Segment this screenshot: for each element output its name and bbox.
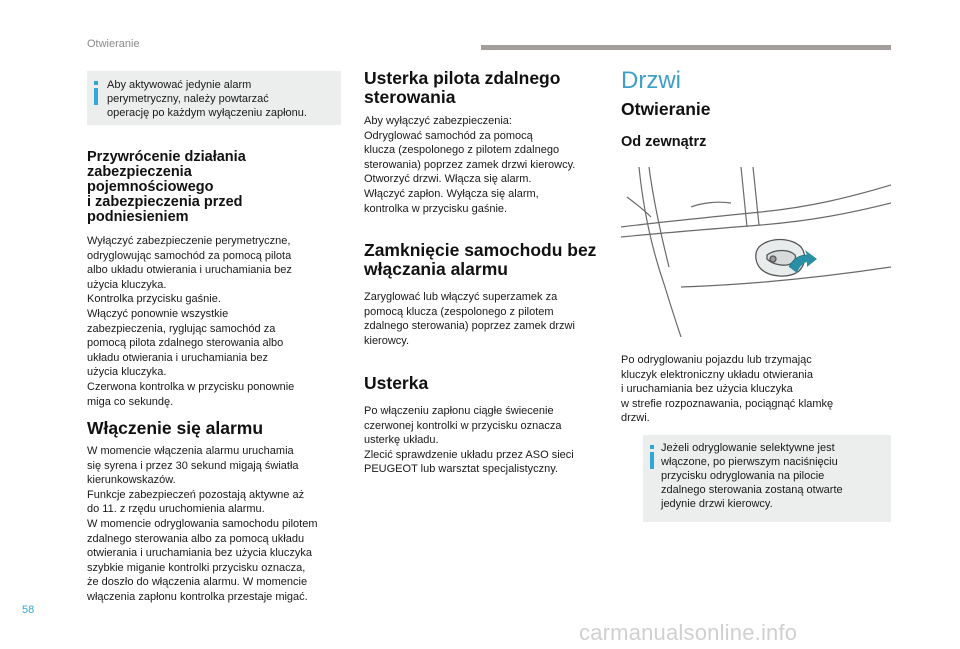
info-icon: [94, 81, 98, 105]
remote-fault-heading: Usterka pilota zdalnego sterowania: [364, 68, 561, 107]
section-title: Otwieranie: [621, 99, 711, 119]
info-note-left: [87, 71, 341, 125]
subsection-title: Od zewnątrz: [621, 134, 707, 150]
alarm-body: W momencie włączenia alarmu uruchamia się syrena i przez 30 sekund migają światła kierunkowskazów. Funkcje zabezpieczeń pozostają aktywne aż do 11. z rzędu uruchomienia alarmu. W momencie odryglowania samochodu pilotem zdalnego sterowania albo za pomocą układu otwierania i uruchamiania bez użycia kluczyka szybkie miganie kontrolki przycisku oznacza, że doszło do włączenia alarmu. W momencie włączenia zapłonu kontrolka przestaje migać.: [87, 445, 318, 603]
page-title: Drzwi: [621, 67, 681, 94]
lock-heading: Zamknięcie samochodu bez włączania alarmu: [364, 240, 597, 279]
remote-fault-body: Aby wyłączyć zabezpieczenia: Odryglować samochód za pomocą klucza (zespolonego z pilotem zdalnego sterowania) poprzez zamek drzwi kierowcy. Otworzyć drzwi. Włącza się alarm. Włączyć zapłon. Wyłącza się alarm, kontrolka w przycisku gaśnie.: [364, 115, 576, 215]
restore-body: Wyłączyć zabezpieczenie perymetryczne, odryglowując samochód za pomocą pilota albo układu otwierania i uruchamiania bez użycia kluczyka. Kontrolka przycisku gaśnie. Włączyć ponownie wszystkie zabezpieczenia, ryglując samochód za pomocą pilota zdalnego sterowania albo układu otwierania i uruchamiania bez użycia kluczyka. Czerwona kontrolka w przycisku ponownie miga co sekundę.: [87, 235, 295, 408]
fault-heading: Usterka: [364, 373, 429, 393]
note-text: Aby aktywować jedynie alarm perymetryczny, należy powtarzać operację po każdym wyłączeniu zapłonu.: [107, 79, 307, 119]
page-number: 58: [22, 604, 35, 616]
info-icon: [650, 445, 654, 469]
restore-heading: Przywrócenie działania zabezpieczenia pojemnościowego i zabezpieczenia przed podniesieniem: [87, 149, 246, 225]
alarm-heading: Włączenie się alarmu: [87, 418, 264, 438]
note-text: Jeżeli odryglowanie selektywne jest włączone, po pierwszym naciśnięciu przycisku odryglowania na pilocie zdalnego sterowania zostaną otwarte jedynie drzwi kierowcy.: [661, 442, 843, 510]
info-note-right: [643, 435, 891, 522]
lock-body: Zaryglować lub włączyć superzamek za pomocą klucza (zespolonego z pilotem zdalnego sterowania) poprzez zamek drzwi kierowcy.: [364, 291, 575, 347]
section-label: Otwieranie: [87, 38, 140, 50]
fault-body: Po włączeniu zapłonu ciągłe świecenie czerwonej kontrolki w przycisku oznacza usterkę układu. Zlecić sprawdzenie układu przez ASO sieci PEUGEOT lub warsztat specjalistyczny.: [364, 405, 574, 476]
door-handle-illustration: [621, 167, 891, 337]
header-bar: [481, 45, 891, 50]
watermark: carmanualsonline.info: [579, 620, 798, 645]
right-body: Po odryglowaniu pojazdu lub trzymając kluczyk elektroniczny układu otwierania i uruchamiania bez użycia kluczyka w strefie rozpoznawania, pociągnąć klamkę drzwi.: [621, 354, 834, 425]
